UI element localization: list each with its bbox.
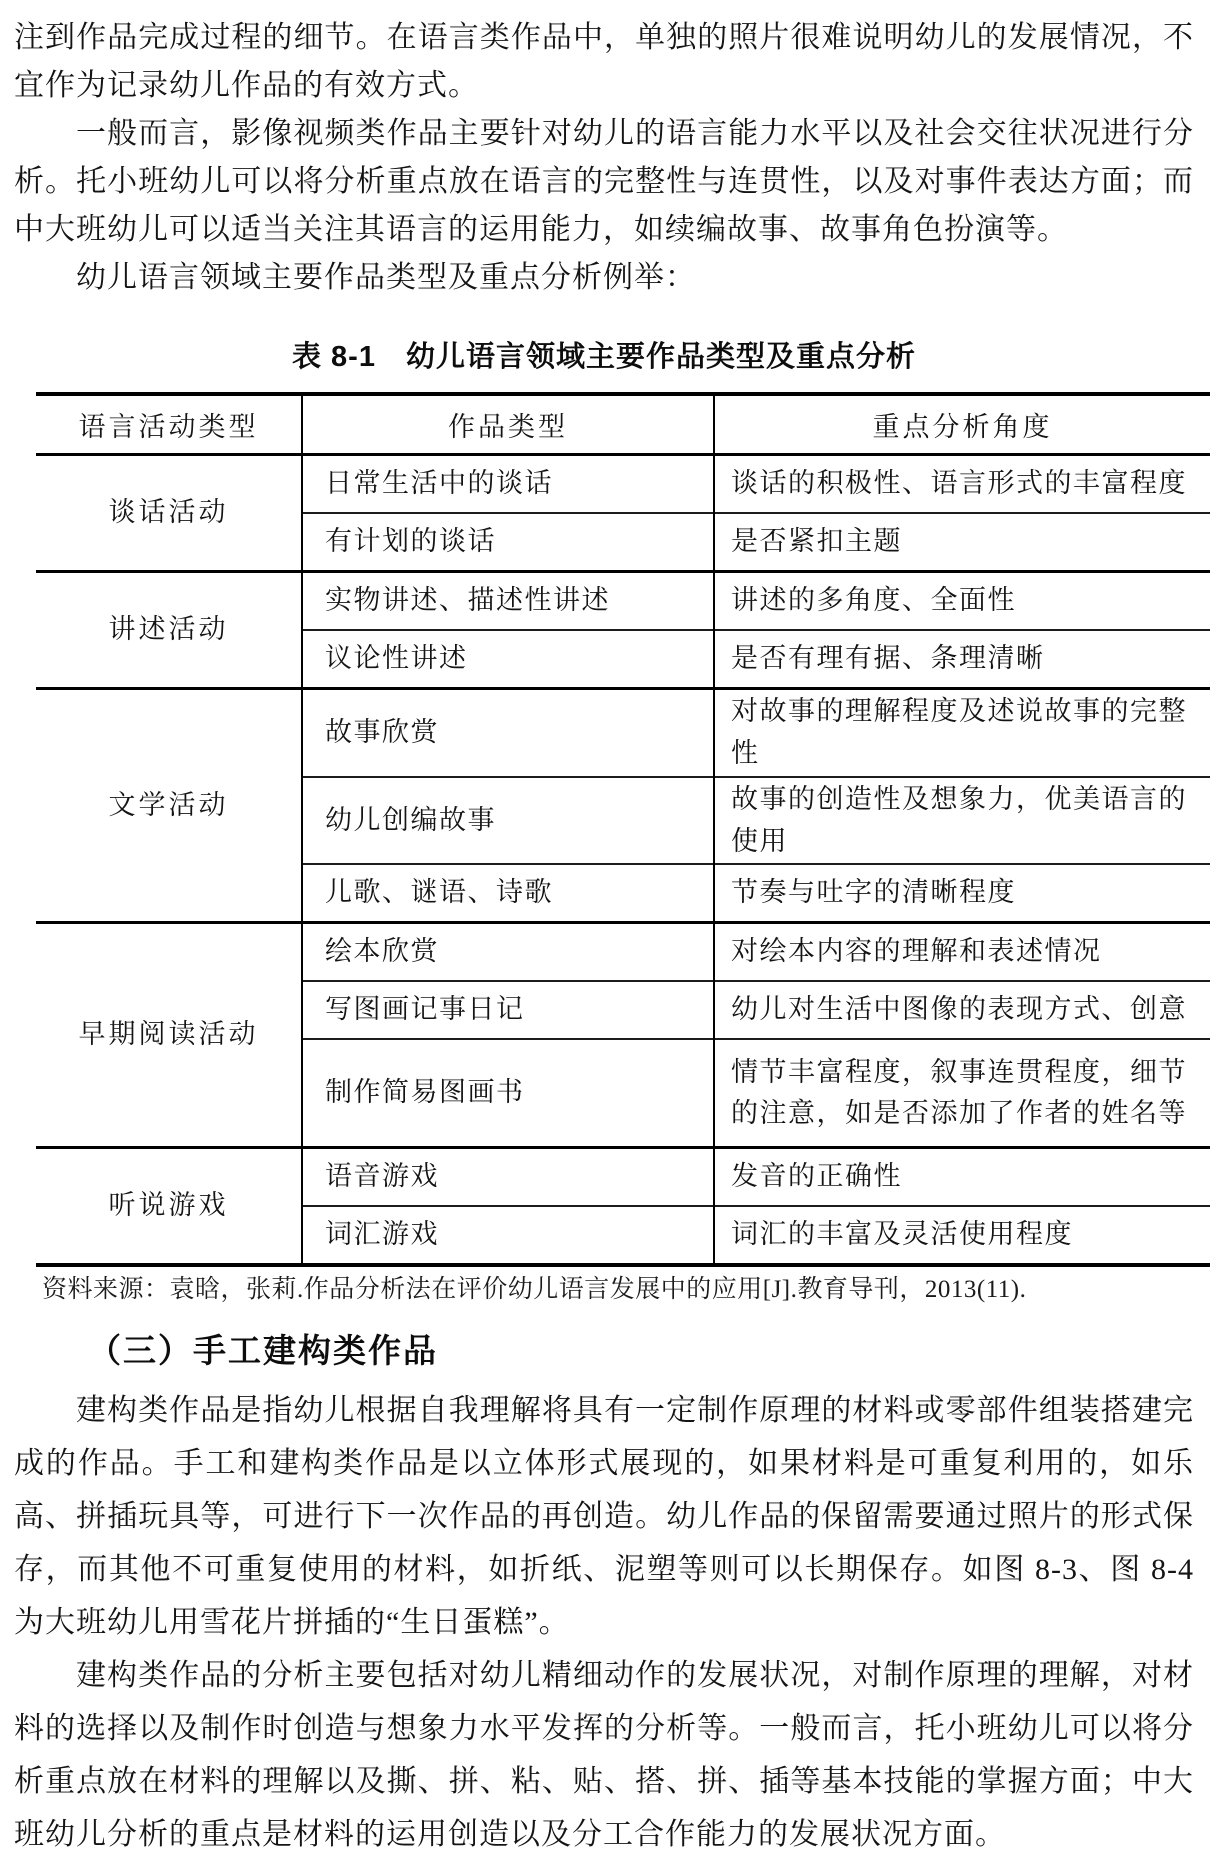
body-paragraph-3: 幼儿语言领域主要作品类型及重点分析例举：	[76, 261, 696, 294]
analysis-cell: 是否有理有据、条理清晰	[714, 630, 1210, 689]
work-type-cell: 制作简易图画书	[302, 1039, 714, 1148]
table-row	[36, 455, 1210, 514]
analysis-cell: 谈话的积极性、语言形式的丰富程度	[714, 455, 1210, 514]
table-row	[36, 923, 1210, 982]
analysis-cell: 故事的创造性及想象力，优美语言的使用	[714, 777, 1210, 865]
analysis-cell: 是否紧扣主题	[714, 513, 1210, 572]
analysis-cell: 发音的正确性	[714, 1148, 1210, 1207]
analysis-cell: 词汇的丰富及灵活使用程度	[714, 1206, 1210, 1265]
work-type-cell: 实物讲述、描述性讲述	[302, 572, 714, 631]
table-caption: 表 8-1 幼儿语言领域主要作品类型及重点分析	[292, 341, 916, 373]
work-type-cell: 幼儿创编故事	[302, 777, 714, 865]
work-type-cell: 儿歌、谜语、诗歌	[302, 864, 714, 923]
body-paragraph-2: 一般而言，影像视频类作品主要针对幼儿的语言能力水平以及社会交往状况进行分析。托小班幼儿可以将分析重点放在语言的完整性与连贯性，以及对事件表达方面；而中大班幼儿可以适当关注其语言的运用能力，如续编故事、故事角色扮演等。	[14, 117, 1194, 246]
analysis-cell: 讲述的多角度、全面性	[714, 572, 1210, 631]
work-type-cell: 语音游戏	[302, 1148, 714, 1207]
body-paragraph-4: 建构类作品是指幼儿根据自我理解将具有一定制作原理的材料或零部件组装搭建完成的作品。手工和建构类作品是以立体形式展现的，如果材料是可重复利用的，如乐高、拼插玩具等，可进行下一次作品的再创造。幼儿作品的保留需要通过照片的形式保存，而其他不可重复使用的材料，如折纸、泥塑等则可以长期保存。如图 8-3、图 8-4 为大班幼儿用雪花片拼插的“生日蛋糕”。	[14, 1394, 1194, 1640]
section-heading: （三）手工建构类作品	[88, 1332, 438, 1370]
category-cell: 听说游戏	[36, 1148, 302, 1266]
work-type-cell: 议论性讲述	[302, 630, 714, 689]
category-cell: 文学活动	[36, 689, 302, 923]
table-header-row	[36, 394, 1210, 455]
header-cell-activity-type: 语言活动类型	[36, 394, 302, 455]
category-cell: 谈话活动	[36, 455, 302, 572]
category-cell: 早期阅读活动	[36, 923, 302, 1148]
analysis-cell: 对故事的理解程度及述说故事的完整性	[714, 689, 1210, 777]
header-cell-analysis-angle: 重点分析角度	[714, 394, 1210, 455]
body-paragraph-5: 建构类作品的分析主要包括对幼儿精细动作的发展状况，对制作原理的理解，对材料的选择以及制作时创造与想象力水平发挥的分析等。一般而言，托小班幼儿可以将分析重点放在材料的理解以及撕、拼、粘、贴、搭、拼、插等基本技能的掌握方面；中大班幼儿分析的重点是材料的运用创造以及分工合作能力的发展状况方面。	[14, 1659, 1194, 1852]
body-paragraph-1: 注到作品完成过程的细节。在语言类作品中，单独的照片很难说明幼儿的发展情况，不宜作为记录幼儿作品的有效方式。	[14, 21, 1194, 102]
table-source-note: 资料来源：袁晗，张莉.作品分析法在评价幼儿语言发展中的应用[J].教育导刊，2013(11).	[42, 1276, 1027, 1304]
analysis-cell: 幼儿对生活中图像的表现方式、创意	[714, 981, 1210, 1039]
analysis-cell: 情节丰富程度，叙事连贯程度，细节的注意，如是否添加了作者的姓名等	[714, 1039, 1210, 1148]
table-row	[36, 572, 1210, 631]
work-type-cell: 故事欣赏	[302, 689, 714, 777]
work-type-cell: 绘本欣赏	[302, 923, 714, 982]
header-cell-work-type: 作品类型	[302, 394, 714, 455]
work-type-cell: 词汇游戏	[302, 1206, 714, 1265]
category-cell: 讲述活动	[36, 572, 302, 689]
table-row	[36, 1148, 1210, 1207]
table-row	[36, 689, 1210, 777]
work-type-cell: 有计划的谈话	[302, 513, 714, 572]
analysis-cell: 对绘本内容的理解和表述情况	[714, 923, 1210, 982]
analysis-cell: 节奏与吐字的清晰程度	[714, 864, 1210, 923]
work-type-cell: 日常生活中的谈话	[302, 455, 714, 514]
works-analysis-table	[36, 392, 1210, 1267]
work-type-cell: 写图画记事日记	[302, 981, 714, 1039]
